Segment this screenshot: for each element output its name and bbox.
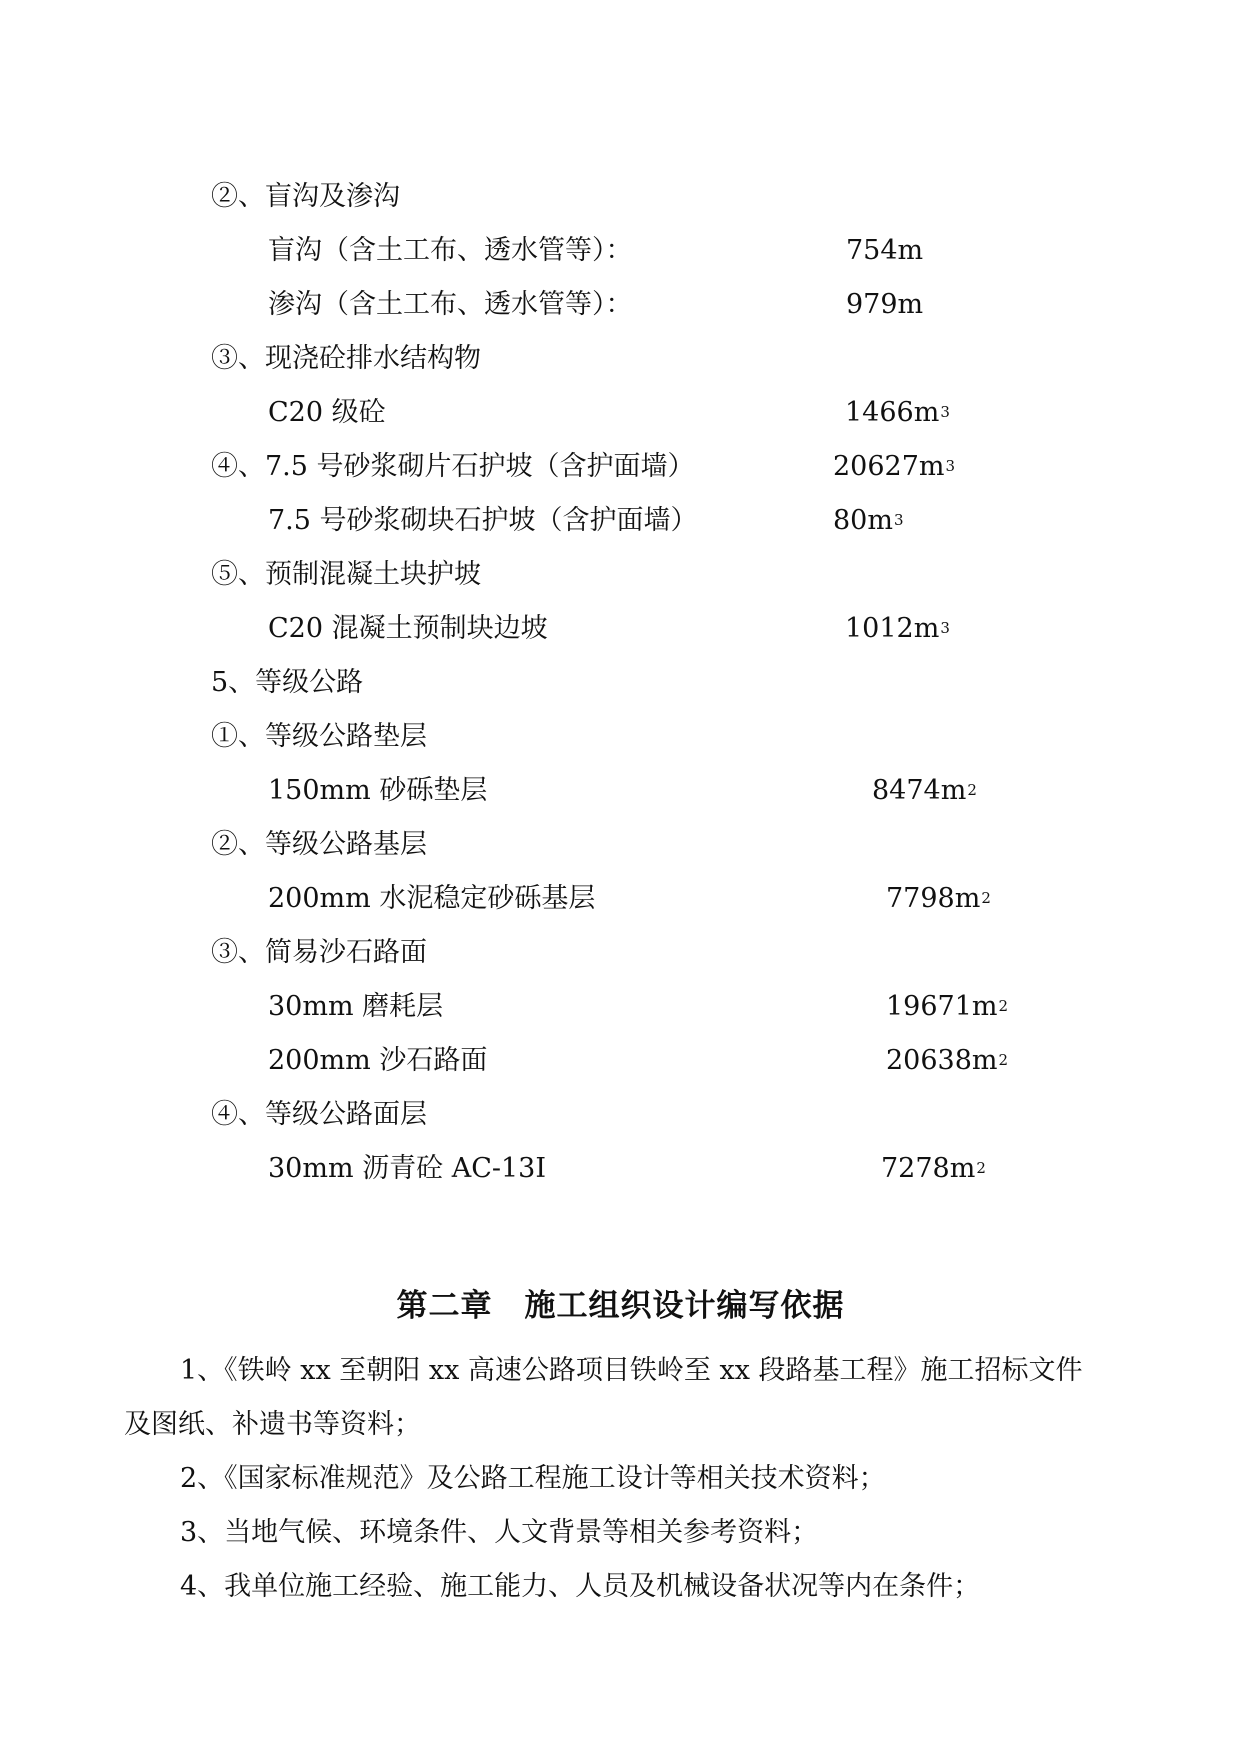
item-text: ④、等级公路面层 xyxy=(211,1099,427,1130)
item-text: ②、等级公路基层 xyxy=(211,829,427,860)
item-text: ③、简易沙石路面 xyxy=(211,937,427,968)
item-text: 150mm 砂砾垫层 xyxy=(268,775,488,806)
item-text: 200mm 水泥稳定砂砾基层 xyxy=(268,883,596,914)
item-text: ①、等级公路垫层 xyxy=(211,721,427,752)
item-text: ③、现浇砼排水结构物 xyxy=(211,343,481,374)
item-text: 5、等级公路 xyxy=(211,667,364,698)
item-quantity: $80m^3$ xyxy=(833,505,904,536)
item-quantity: $7278m^2$ xyxy=(881,1153,986,1184)
item-text: 7.5 号砂浆砌块石护坡（含护面墙） xyxy=(268,505,698,536)
basis-paragraph-line: 3、当地气候、环境条件、人文背景等相关参考资料； xyxy=(180,1517,819,1548)
item-text: 盲沟（含土工布、透水管等）： xyxy=(268,235,633,266)
item-text: 30mm 沥青砼 AC-13I xyxy=(268,1153,547,1184)
item-text: ④、7.5 号砂浆砌片石护坡（含护面墙） xyxy=(211,451,695,482)
item-text: 30mm 磨耗层 xyxy=(268,991,444,1022)
item-quantity: 979m xyxy=(846,289,924,320)
basis-paragraph-line: 及图纸、补遗书等资料； xyxy=(124,1409,421,1440)
item-text: ⑤、预制混凝土块护坡 xyxy=(211,559,481,590)
basis-paragraph-line: 2、《国家标准规范》及公路工程施工设计等相关技术资料； xyxy=(180,1463,886,1494)
item-quantity: $19671m^2$ xyxy=(886,991,1009,1022)
item-quantity: $1466m^3$ xyxy=(845,397,950,428)
item-quantity: $8474m^2$ xyxy=(872,775,977,806)
item-quantity: $1012m^3$ xyxy=(845,613,950,644)
item-quantity: $20638m^2$ xyxy=(886,1045,1009,1076)
chapter-title: 第二章 施工组织设计编写依据 xyxy=(396,1288,845,1324)
item-text: ②、盲沟及渗沟 xyxy=(211,181,400,212)
item-quantity: 754m xyxy=(846,235,924,266)
item-quantity: $20627m^3$ xyxy=(833,451,956,482)
item-quantity: $7798m^2$ xyxy=(886,883,991,914)
item-text: C20 混凝土预制块边坡 xyxy=(268,613,548,644)
item-text: C20 级砼 xyxy=(268,397,386,428)
basis-paragraph-line: 1、《铁岭 xx 至朝阳 xx 高速公路项目铁岭至 xx 段路基工程》施工招标文件 xyxy=(180,1355,1083,1386)
item-text: 200mm 沙石路面 xyxy=(268,1045,488,1076)
item-text: 渗沟（含土工布、透水管等）： xyxy=(268,289,633,320)
basis-paragraph-line: 4、我单位施工经验、施工能力、人员及机械设备状况等内在条件； xyxy=(180,1571,981,1602)
